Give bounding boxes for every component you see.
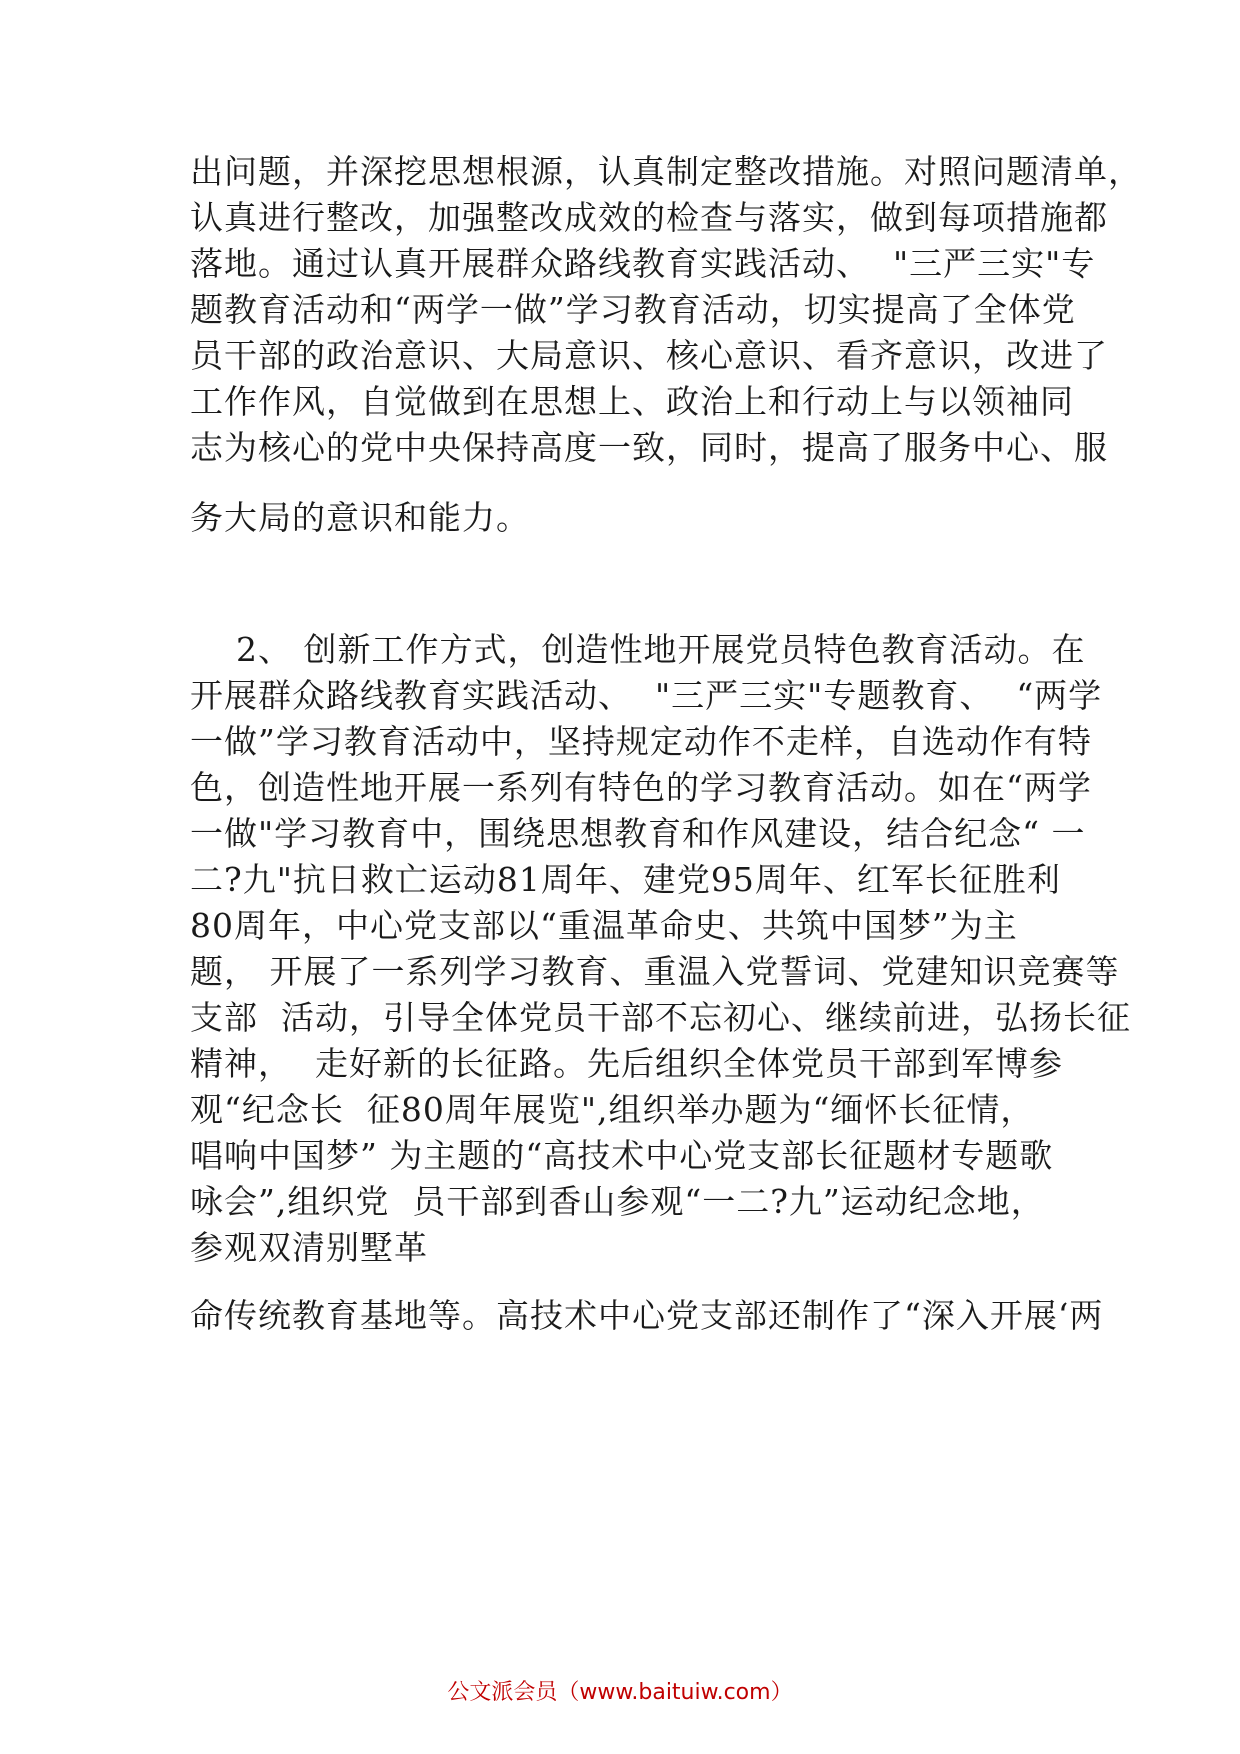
text-line: 精神， 走好新的长征路。先后组织全体党员干部到军博参 xyxy=(190,1044,1063,1083)
text-line: 支部 活动，引导全体党员干部不忘初心、继续前进，弘扬长征 xyxy=(190,998,1131,1037)
text-line: 认真进行整改，加强整改成效的检查与落实，做到每项措施都 xyxy=(190,198,1108,237)
text-line: 二?九"抗日救亡运动81周年、建党95周年、红军长征胜利 xyxy=(190,860,1061,899)
text-line: 80周年，中心党支部以“重温革命史、共筑中国梦”为主 xyxy=(190,906,1018,945)
text-line: 色，创造性地开展一系列有特色的学习教育活动。如在“两学 xyxy=(190,768,1092,807)
text-line: 观“纪念长 征80周年展览",组织举办题为“缅怀长征情， xyxy=(190,1090,1035,1129)
text-line: 出问题，并深挖思想根源，认真制定整改措施。对照问题清单， xyxy=(190,152,1142,191)
text-line: 题， 开展了一系列学习教育、重温入党誓词、党建知识竞赛等 xyxy=(190,952,1120,991)
text-line: 工作作风，自觉做到在思想上、政治上和行动上与以领袖同 xyxy=(190,382,1074,421)
text-line: 唱响中国梦” 为主题的“高技术中心党支部长征题材专题歌 xyxy=(190,1136,1054,1175)
text-line: 参观双清别墅革 xyxy=(190,1228,428,1267)
text-line: 开展群众路线教育实践活动、 "三严三实"专题教育、 “两学 xyxy=(190,676,1103,715)
text-line: 命传统教育基地等。高技术中心党支部还制作了“深入开展‘两 xyxy=(190,1296,1104,1335)
text-line: 咏会”,组织党 员干部到香山参观“一二?九”运动纪念地， xyxy=(190,1182,1045,1221)
text-line: 2、 创新工作方式，创造性地开展党员特色教育活动。在 xyxy=(190,630,1086,669)
text-line: 员干部的政治意识、大局意识、核心意识、看齐意识，改进了 xyxy=(190,336,1108,375)
text-line: 志为核心的党中央保持高度一致，同时，提高了服务中心、服 xyxy=(190,428,1108,467)
text-line: 一做”学习教育活动中，坚持规定动作不走样，自选动作有特 xyxy=(190,722,1092,761)
footer-watermark: 公文派会员（www.baituiw.com） xyxy=(447,1680,793,1705)
text-line: 落地。通过认真开展群众路线教育实践活动、 "三严三实"专 xyxy=(190,244,1096,283)
text-line: 一做"学习教育中，围绕思想教育和作风建设，结合纪念“ 一 xyxy=(190,814,1086,853)
text-line: 题教育活动和“两学一做”学习教育活动，切实提高了全体党 xyxy=(190,290,1076,329)
text-line: 务大局的意识和能力。 xyxy=(190,498,530,537)
